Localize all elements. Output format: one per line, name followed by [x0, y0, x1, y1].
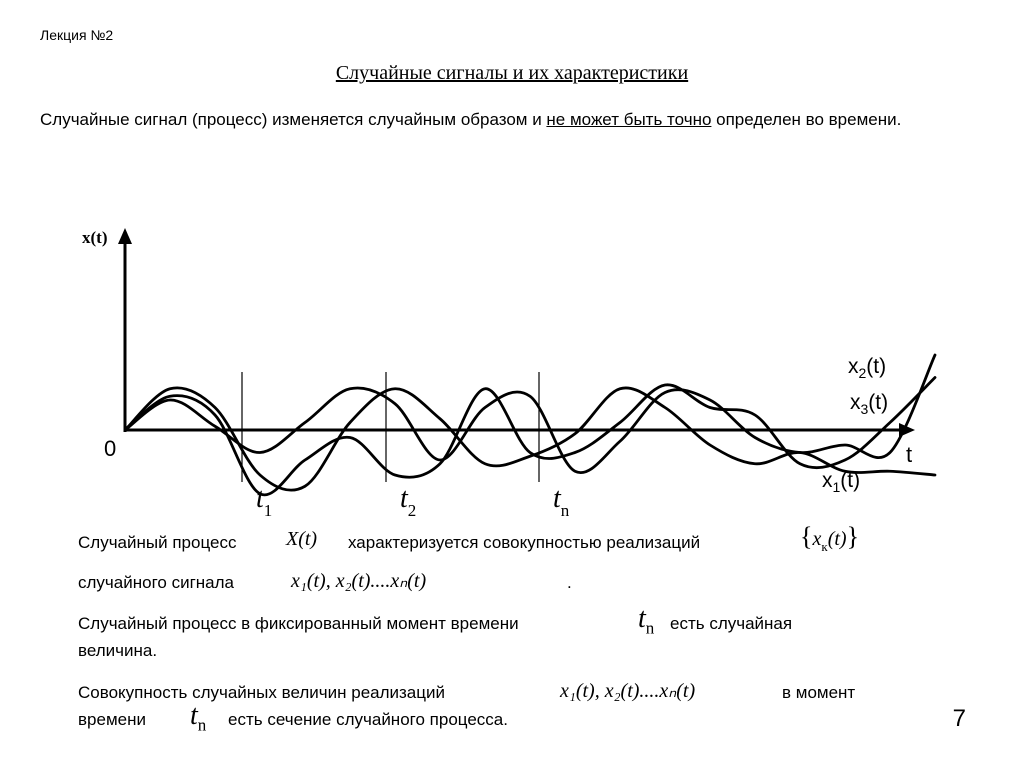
- origin-label: 0: [104, 436, 117, 461]
- para4-c: времени: [78, 710, 146, 729]
- para3-a: Случайный процесс в фиксированный момент времени: [78, 614, 519, 633]
- para4-b: в момент: [782, 683, 856, 702]
- time-marker-index: n: [560, 501, 570, 520]
- xk-symbol: x: [812, 528, 822, 550]
- y-axis-label: x(t): [82, 228, 108, 247]
- x-axis-label: t: [906, 442, 913, 467]
- para3-t-index: n: [645, 618, 655, 638]
- para4-t: t: [190, 700, 198, 731]
- xk-arg: (t): [827, 528, 847, 550]
- para2-a: случайного сигнала: [78, 573, 234, 592]
- para2-dot: .: [567, 573, 572, 592]
- series-label-index: 2: [858, 365, 867, 381]
- series-label-tail: (t): [866, 355, 887, 378]
- slide-title: Случайные сигналы и их характеристики: [335, 62, 689, 84]
- set-open: {: [800, 522, 813, 551]
- para4-t-index: n: [197, 715, 207, 735]
- X-arg: (t): [298, 528, 318, 550]
- series-label-3: $x_3(t)$: [850, 391, 889, 417]
- para1-b: характеризуется совокупностью реализаций: [348, 533, 701, 552]
- para4-tn: [190, 700, 206, 736]
- y-axis-arrow: [118, 228, 132, 244]
- intro-part2: определен во времени.: [711, 110, 902, 129]
- time-marker-index: 1: [263, 501, 273, 520]
- para4-d: есть сечение случайного процесса.: [228, 710, 508, 729]
- time-marker-index: 2: [407, 501, 417, 520]
- X-symbol: X: [286, 528, 299, 550]
- lecture-label: Лекция №2: [40, 27, 114, 43]
- realization-set: [800, 522, 859, 555]
- set-close: }: [846, 522, 860, 551]
- time-marker-label: $t_1$: [256, 483, 273, 520]
- para1: [78, 533, 236, 553]
- intro-underlined: не может быть точно: [546, 110, 712, 129]
- para3-c: величина.: [78, 641, 158, 660]
- para3-tn: [638, 603, 654, 639]
- series-label-tail: (t): [840, 469, 861, 492]
- X-of-t: [286, 528, 317, 551]
- series-label-tail: (t): [868, 391, 889, 414]
- xk-index: к: [821, 539, 828, 555]
- time-marker-label: $t_n$: [553, 483, 570, 520]
- para3-t: t: [638, 603, 646, 634]
- time-marker-label: $t_2$: [400, 483, 417, 520]
- para2-series-expr: x₁(t), x₂(t)....xₙ(t): [291, 570, 427, 592]
- para1-a: Случайный процесс: [78, 533, 237, 552]
- series-label-2: $x_2(t)$: [848, 355, 887, 381]
- para4-a: Совокупность случайных величин реализаций: [78, 683, 445, 702]
- intro-part1: Случайные сигнал (процесс) изменяется случайным образом и: [40, 110, 547, 129]
- series-label-index: 3: [860, 401, 869, 417]
- series-label-index: 1: [832, 479, 841, 495]
- page-number: 7: [952, 705, 966, 732]
- para3-b: есть случайная: [670, 614, 793, 633]
- series-label-1: $x_1(t)$: [822, 469, 861, 495]
- para4-series-expr: x₁(t), x₂(t)....xₙ(t): [560, 680, 696, 702]
